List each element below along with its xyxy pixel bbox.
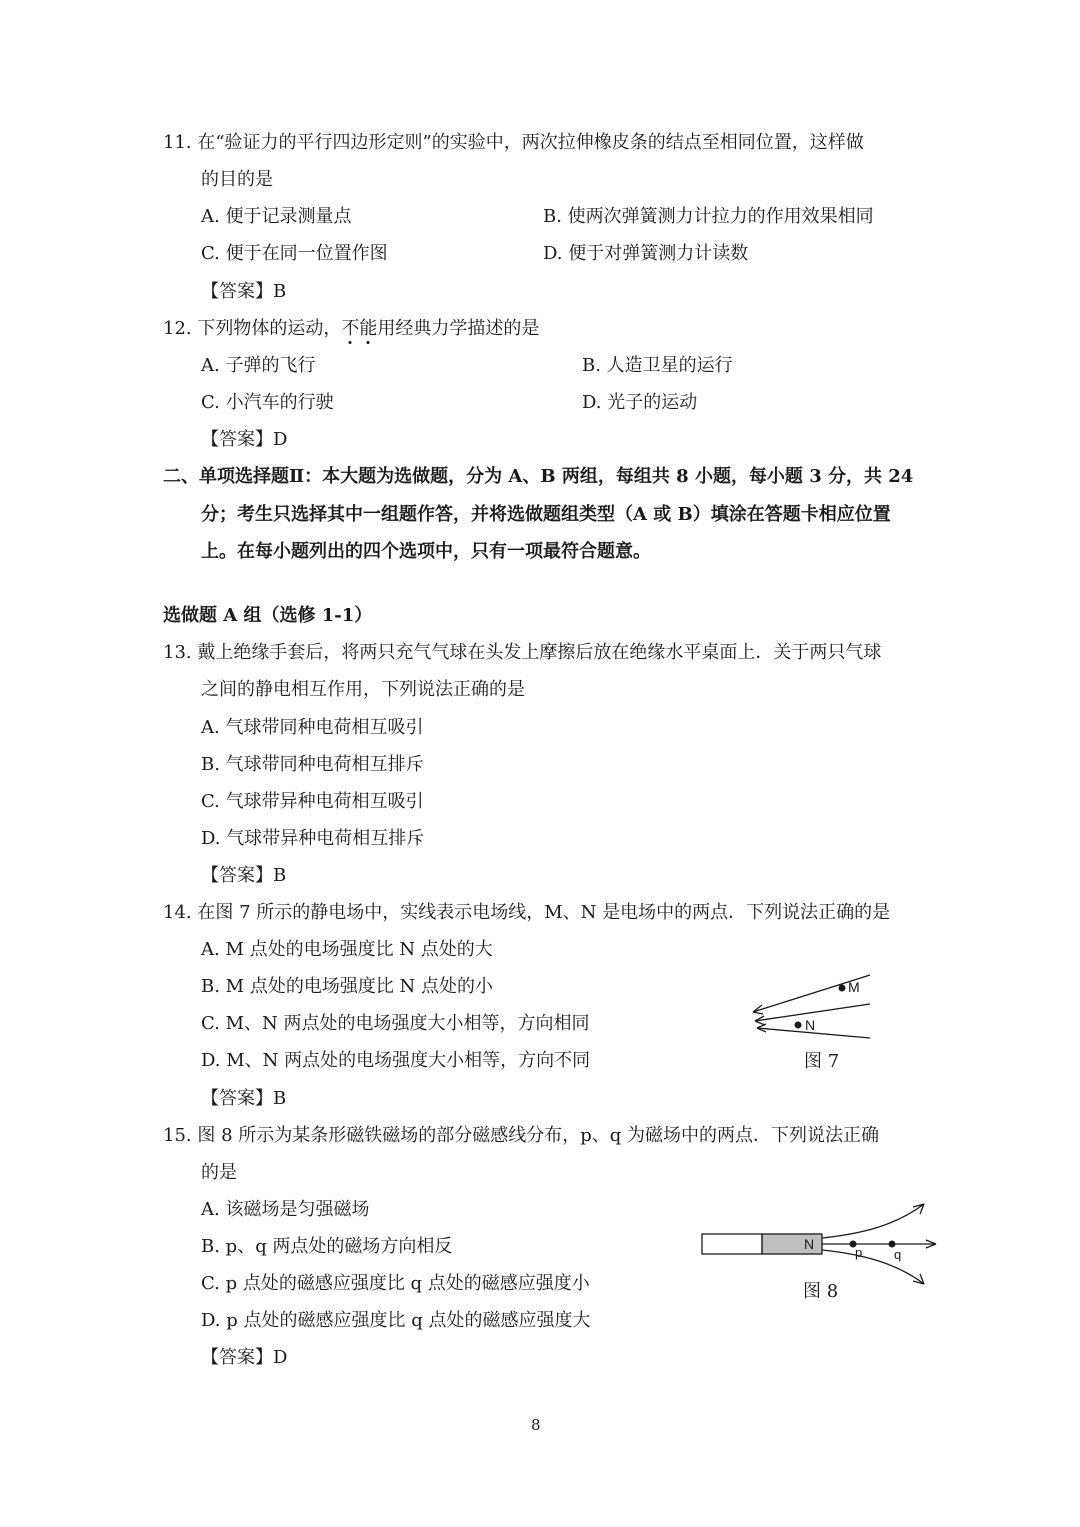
section2-line2: 分；考生只选择其中一组题作答，并将选做题组类型（A 或 B）填涂在答题卡相应位置 [201,504,891,525]
q11-stem-line2: 的目的是 [201,169,273,190]
section2-line1: 二、单项选择题Ⅱ：本大题为选做题，分为 A、B 两组，每组共 8 小题，每小题 3 分，共 24 [163,466,914,487]
q15-stem-line1: 15. 图 8 所示为某条形磁铁磁场的部分磁感线分布，p、q 为磁场中的两点．下列说法正确 [163,1125,880,1146]
label-n: N [805,1017,816,1033]
q11-option-a: A. 便于记录测量点 [201,206,352,227]
q14-stem: 14. 在图 7 所示的静电场中，实线表示电场线，M、N 是电场中的两点．下列说法正确的是 [163,902,891,923]
q15-option-c: C. p 点处的磁感应强度比 q 点处的磁感应强度小 [201,1273,590,1294]
q15-answer: 【答案】D [201,1347,288,1368]
q13-stem-line2: 之间的静电相互作用，下列说法正确的是 [201,679,525,700]
label-m: M [848,979,860,995]
magnet-s-half [702,1234,762,1254]
q13-answer: 【答案】B [201,865,287,886]
figure-8-magnet-field [700,1196,945,1290]
label-magnet-n: N [804,1236,815,1252]
q14-option-c: C. M、N 两点处的电场强度大小相等，方向相同 [201,1013,590,1034]
q12-answer: 【答案】D [201,429,288,450]
q12-stem-prefix: 12. 下列物体的运动， [163,318,342,339]
group-a-title: 选做题 A 组（选修 1-1） [163,605,373,626]
q12-option-b: B. 人造卫星的运行 [582,355,733,376]
q11-option-c: C. 便于在同一位置作图 [201,243,388,264]
q11-stem-line1: 11. 在“验证力的平行四边形定则”的实验中，两次拉伸橡皮条的结点至相同位置，这样做 [163,132,864,153]
q13-option-d: D. 气球带异种电荷相互排斥 [201,828,425,849]
q13-option-b: B. 气球带同种电荷相互排斥 [201,754,424,775]
q13-option-c: C. 气球带异种电荷相互吸引 [201,791,424,812]
page-number: 8 [531,1416,541,1434]
q14-option-d: D. M、N 两点处的电场强度大小相等，方向不同 [201,1050,591,1071]
field-line-lower [822,1250,924,1284]
q12-emphasis-not: 不 [341,318,360,339]
q11-answer: 【答案】B [201,281,287,302]
q14-option-b: B. M 点处的电场强度比 N 点处的小 [201,976,494,997]
q12-option-c: C. 小汽车的行驶 [201,392,334,413]
q13-stem-line1: 13. 戴上绝缘手套后，将两只充气气球在头发上摩擦后放在绝缘水平桌面上．关于两只气球 [163,642,882,663]
q12-option-a: A. 子弹的飞行 [201,355,316,376]
q12-stem-suffix: 用经典力学描述的是 [377,318,540,339]
q11-option-b: B. 使两次弹簧测力计拉力的作用效果相同 [543,206,874,227]
q12-stem [163,317,539,341]
section2-line3: 上。在每小题列出的四个选项中，只有一项最符合题意。 [201,541,651,562]
figure-7-electric-field [745,970,885,1045]
q14-answer: 【答案】B [201,1088,287,1109]
q12-emphasis-can: 能 [359,318,378,339]
label-p: p [855,1245,863,1260]
q15-option-a: A. 该磁场是匀强磁场 [201,1199,370,1220]
q15-stem-line2: 的是 [201,1162,237,1183]
q14-option-a: A. M 点处的电场强度比 N 点处的大 [201,939,493,960]
figure-8-caption: 图 8 [803,1281,839,1302]
q15-option-d: D. p 点处的磁感应强度比 q 点处的磁感应强度大 [201,1310,591,1331]
point-n [795,1022,802,1029]
q13-option-a: A. 气球带同种电荷相互吸引 [201,717,424,738]
point-m [839,985,846,992]
field-line-upper [822,1204,924,1238]
q11-option-d: D. 便于对弹簧测力计读数 [543,243,749,264]
label-q: q [894,1247,902,1262]
figure-7-caption: 图 7 [804,1051,840,1072]
q12-option-d: D. 光子的运动 [582,392,698,413]
q15-option-b: B. p、q 两点处的磁场方向相反 [201,1236,453,1257]
